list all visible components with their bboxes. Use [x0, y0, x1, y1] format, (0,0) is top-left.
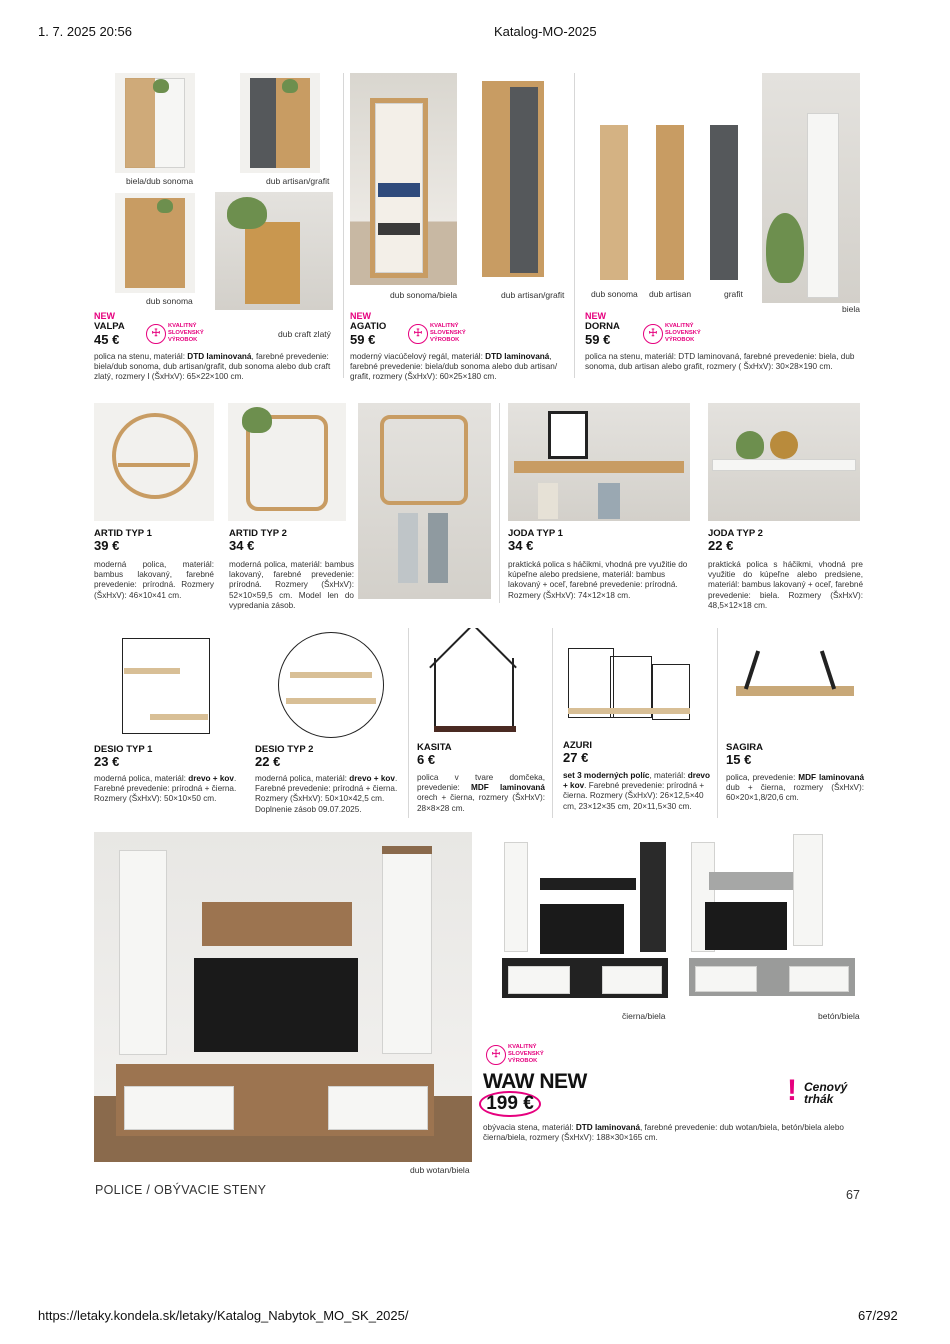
azuri-photo [560, 628, 700, 728]
dorna-caption-4: biela [842, 304, 860, 314]
artid2-photo [228, 403, 346, 521]
joda1-description: praktická polica s háčikmi, vhodná pre využitie do kúpeľne alebo predsiene, materiál: bambus lakovaný + oceľ, farebné prevedenie: prírodná. Rozmery (ŠxHxV): 74×12×18 cm. [508, 560, 688, 600]
slovak-emblem-icon: ☩ [146, 324, 166, 344]
desio2-photo [270, 628, 390, 743]
valpa-photo-craft [215, 192, 333, 310]
print-page-count: 67/292 [858, 1308, 898, 1323]
slovak-emblem-icon: ☩ [643, 324, 663, 344]
kasita-name: KASITA [417, 742, 452, 753]
agatio-description: moderný viacúčelový regál, materiál: DTD laminovaná, farebné prevedenie: biela/dub sonoma alebo dub artisan/ grafit, rozmery (ŠxHxV): 60×25×180 cm. [350, 352, 558, 382]
dorna-caption-1: dub sonoma [591, 289, 638, 299]
divider [552, 628, 553, 818]
kasita-description: polica v tvare domčeka, prevedenie: MDF laminovaná orech + čierna, rozmery (ŠxHxV): 28×8×28 cm. [417, 773, 545, 813]
waw-caption-2: čierna/biela [622, 1011, 666, 1021]
azuri-name: AZURI [563, 740, 593, 751]
divider [408, 628, 409, 818]
price-deal-badge [787, 1075, 867, 1115]
print-url: https://letaky.kondela.sk/letaky/Katalog_Nabytok_MO_SK_2025/ [38, 1308, 409, 1323]
badge-text: KVALITNÝ SLOVENSKÝ VÝROBOK [430, 323, 466, 343]
artid2-description: moderná polica, materiál: bambus lakovaný, farebné prevedenie: prírodná. Rozmery (ŠxHxV): 52×10×59,5 cm. Model len do vypredania zásob. [229, 560, 354, 610]
divider [717, 628, 718, 818]
waw-photo-concrete [685, 832, 861, 1004]
dorna-quality-badge [643, 322, 703, 348]
azuri-description: set 3 moderných políc, materiál: drevo + kov. Farebné prevedenie: prírodná + čierna. Rozmery (ŠxHxV): 26×12,5×40 cm, 23×12×35 cm, 20×11,5×30 cm. [563, 771, 710, 811]
print-doc-title: Katalog-MO-2025 [494, 24, 597, 39]
dorna-price: 59 € [585, 332, 611, 347]
agatio-quality-badge [408, 322, 468, 348]
page-number: 67 [846, 1188, 860, 1202]
valpa-caption-1: biela/dub sonoma [126, 176, 194, 186]
kasita-price: 6 € [417, 752, 436, 767]
desio1-name: DESIO TYP 1 [94, 744, 153, 755]
slovak-emblem-icon: ☩ [408, 324, 428, 344]
valpa-price: 45 € [94, 332, 120, 347]
valpa-photo-sonoma [115, 193, 195, 293]
sagira-photo [730, 640, 860, 720]
agatio-new-label: NEW [350, 311, 371, 321]
slovak-emblem-icon: ☩ [486, 1045, 506, 1065]
valpa-photo-artisan [240, 73, 320, 173]
joda2-price: 22 € [708, 538, 734, 553]
waw-name: WAW NEW [483, 1070, 587, 1093]
sagira-description: polica, prevedenie: MDF laminovaná dub + čierna, rozmery (ŠxHxV): 60×20×1,8/20,6 cm. [726, 773, 864, 803]
waw-photo-black [498, 832, 674, 1004]
exclamation-icon: ! [787, 1074, 797, 1107]
deal-line-1: Cenový [804, 1080, 848, 1094]
waw-price: 199 € [479, 1091, 541, 1117]
desio2-name: DESIO TYP 2 [255, 744, 314, 755]
valpa-new-label: NEW [94, 311, 115, 321]
artid1-name: ARTID TYP 1 [94, 528, 152, 539]
dorna-photo-white [762, 73, 860, 303]
artid2-name: ARTID TYP 2 [229, 528, 287, 539]
divider [343, 73, 344, 378]
divider [499, 403, 500, 603]
agatio-photo-room [350, 73, 457, 285]
valpa-name: VALPA [94, 321, 125, 332]
artid1-photo [94, 403, 214, 521]
artid1-price: 39 € [94, 538, 120, 553]
desio2-price: 22 € [255, 754, 281, 769]
agatio-name: AGATIO [350, 321, 387, 332]
desio1-photo [110, 628, 225, 743]
waw-photo-room [94, 832, 472, 1162]
agatio-caption-2: dub artisan/grafit [501, 290, 565, 300]
deal-line-2: trhák [804, 1092, 834, 1106]
waw-description: obývacia stena, materiál: DTD laminovaná, farebné prevedenie: dub wotan/biela, betón/biela alebo čierna/biela, rozmery (ŠxHxV): 188×30×165 cm. [483, 1123, 844, 1143]
agatio-photo-artisan [470, 73, 565, 285]
badge-text: KVALITNÝ SLOVENSKÝ VÝROBOK [168, 323, 204, 343]
section-title: POLICE / OBÝVACIE STENY [95, 1183, 267, 1197]
joda1-price: 34 € [508, 538, 534, 553]
dorna-caption-3: grafit [724, 289, 743, 299]
sagira-price: 15 € [726, 752, 752, 767]
joda2-name: JODA TYP 2 [708, 528, 763, 539]
valpa-caption-2: dub artisan/grafit [266, 176, 330, 186]
artid2-price: 34 € [229, 538, 255, 553]
azuri-price: 27 € [563, 750, 589, 765]
joda1-photo [508, 403, 690, 521]
valpa-description: polica na stenu, materiál: DTD laminovaná, farebné prevedenie: biela/dub sonoma, dub artisan/grafit, dub sonoma alebo dub craft zlatý, rozmery I (ŠxHxV): 65×22×100 cm. [94, 352, 331, 382]
waw-quality-badge [486, 1043, 546, 1069]
joda2-photo [708, 403, 860, 521]
sagira-name: SAGIRA [726, 742, 763, 753]
valpa-caption-4: dub craft zlatý [278, 329, 331, 339]
joda1-name: JODA TYP 1 [508, 528, 563, 539]
agatio-caption-1: dub sonoma/biela [390, 290, 458, 300]
artid2-room-photo [358, 403, 491, 599]
dorna-description: polica na stenu, materiál: DTD laminovaná, farebné prevedenie: biela, dub sonoma, dub artisan alebo grafit, rozmery ( ŠxHxV): 30×28×190 cm. [585, 352, 855, 372]
dorna-new-label: NEW [585, 311, 606, 321]
artid1-description: moderná polica, materiál: bambus lakovaný, farebné prevedenie: prírodná. Rozmery (ŠxHxV): 46×10×41 cm. [94, 560, 214, 600]
dorna-name: DORNA [585, 321, 620, 332]
desio1-description: moderná polica, materiál: drevo + kov. Farebné prevedenie: prírodná + čierna. Rozmery (ŠxHxV): 50×10×50 cm. [94, 774, 237, 804]
desio1-price: 23 € [94, 754, 120, 769]
agatio-price: 59 € [350, 332, 376, 347]
divider [574, 73, 575, 378]
valpa-quality-badge [146, 322, 206, 348]
joda2-description: praktická polica s háčikmi, vhodná pre využitie do kúpeľne alebo predsiene, materiál: bambus lakovaný + oceľ, farebné prevedenie: biela. Rozmery (ŠxHxV): 48,5×12×18 cm. [708, 560, 863, 610]
dorna-caption-2: dub artisan [649, 289, 692, 299]
valpa-photo-white [115, 73, 195, 173]
dorna-photos [590, 120, 750, 285]
waw-caption-3: betón/biela [818, 1011, 860, 1021]
badge-text: KVALITNÝ SLOVENSKÝ VÝROBOK [508, 1044, 544, 1064]
desio2-description: moderná polica, materiál: drevo + kov. Farebné prevedenie: prírodná + čierna. Rozmery (ŠxHxV): 50×10×42,5 cm. Doplnenie zásob 09.07.2025. [255, 774, 398, 814]
kasita-photo [420, 628, 530, 738]
waw-caption-1: dub wotan/biela [410, 1165, 470, 1175]
print-datetime: 1. 7. 2025 20:56 [38, 24, 132, 39]
badge-text: KVALITNÝ SLOVENSKÝ VÝROBOK [665, 323, 701, 343]
valpa-caption-3: dub sonoma [146, 296, 193, 306]
